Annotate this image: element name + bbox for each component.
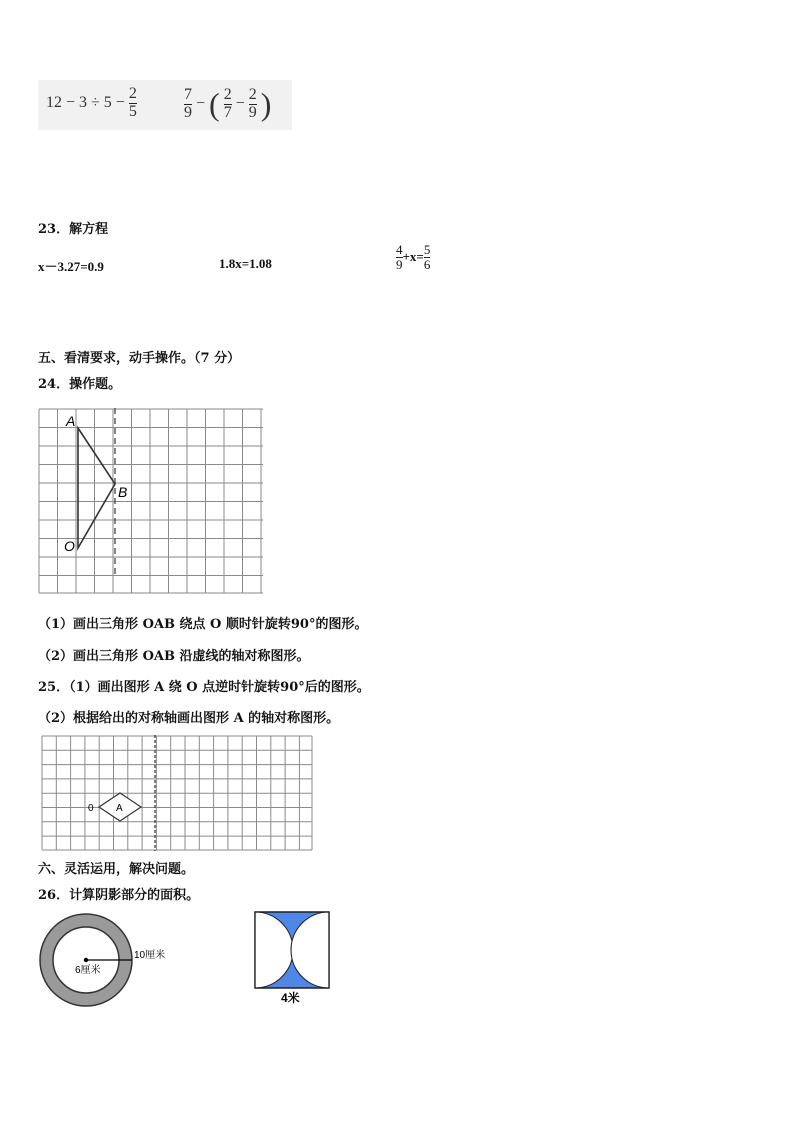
grid bbox=[39, 409, 263, 593]
square-figure bbox=[250, 908, 340, 1008]
close-paren: ) bbox=[260, 86, 272, 122]
q24-item-1: （1）画出三角形 OAB 绕点 O 顺时针旋转90°的图形。 bbox=[38, 617, 368, 632]
equation-2: 1.8x=1.08 bbox=[219, 256, 272, 271]
open-paren: ( bbox=[209, 86, 220, 122]
fraction bbox=[129, 86, 137, 121]
label-o: O bbox=[64, 538, 75, 554]
denominator: 9 bbox=[396, 256, 403, 272]
label-a: A bbox=[66, 413, 76, 429]
denominator: 9 bbox=[248, 104, 257, 121]
q26-title: 26．计算阴影部分的面积。 bbox=[38, 888, 200, 903]
q24-item-2: （2）画出三角形 OAB 沿虚线的轴对称图形。 bbox=[38, 649, 310, 664]
side-length-label: 4米 bbox=[281, 991, 300, 1005]
numerator: 4 bbox=[396, 242, 403, 257]
ring-figure bbox=[38, 910, 218, 1014]
expression-2 bbox=[184, 86, 271, 123]
denominator: 7 bbox=[223, 104, 232, 121]
label-o: 0 bbox=[88, 803, 94, 814]
q25-grid-figure bbox=[41, 735, 315, 853]
q24-grid-figure bbox=[38, 408, 268, 596]
section-6-title: 六、灵活运用，解决问题。 bbox=[38, 862, 195, 877]
numerator: 2 bbox=[248, 86, 257, 104]
grid bbox=[42, 736, 312, 850]
denominator: 5 bbox=[128, 102, 137, 120]
equation-1: x－3.27=0.9 bbox=[38, 259, 104, 274]
equation-3-middle: +x= bbox=[402, 249, 424, 265]
fraction bbox=[249, 87, 257, 122]
q25-item-2: （2）根据给出的对称轴画出图形 A 的轴对称图形。 bbox=[38, 711, 340, 726]
denominator: 6 bbox=[423, 256, 431, 272]
numerator: 2 bbox=[223, 86, 232, 104]
minus-sign: − bbox=[235, 95, 245, 113]
q25-item-1: 25．（1）画出图形 A 绕 O 点逆时针旋转90°后的图形。 bbox=[38, 680, 370, 695]
expression-1-main: 12 − 3 ÷ 5 − bbox=[46, 93, 125, 111]
label-a: A bbox=[116, 803, 123, 814]
fraction bbox=[224, 87, 232, 122]
minus-sign: − bbox=[196, 95, 206, 113]
numerator: 7 bbox=[184, 86, 192, 104]
label-b: B bbox=[118, 484, 128, 500]
expression-1 bbox=[46, 86, 137, 121]
q24-title: 24．操作题。 bbox=[38, 377, 122, 392]
equation-3 bbox=[396, 243, 430, 271]
fraction bbox=[424, 243, 431, 271]
numerator: 2 bbox=[128, 85, 137, 102]
q23-title: 23．解方程 bbox=[38, 222, 109, 237]
fraction bbox=[184, 87, 192, 122]
section-5-title: 五、看清要求，动手操作。（7 分） bbox=[38, 351, 241, 366]
outer-radius-label: 10厘米 bbox=[134, 950, 166, 961]
numerator: 5 bbox=[423, 242, 431, 257]
inner-radius-label: 6厘米 bbox=[75, 965, 101, 976]
denominator: 9 bbox=[184, 104, 192, 121]
